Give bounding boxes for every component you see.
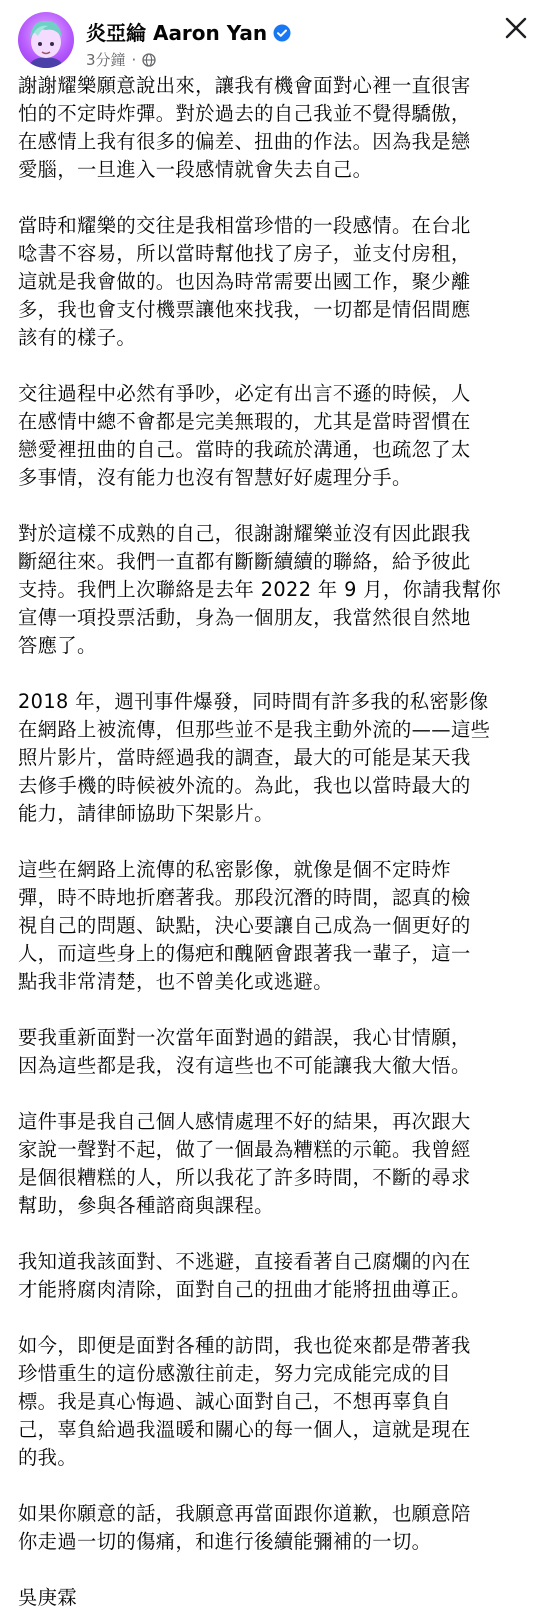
post-paragraph: 對於這樣不成熟的自己，很謝謝耀樂並沒有因此跟我 斷絕往來。我們一直都有斷斷續續的聯絡，給予彼此 支持。我們上次聯絡是去年 2022 年 9 月，你請我幫你 宣傳一項投票活動，身為一個朋友，我當然很自然地 答應了。 [18,522,502,657]
post-paragraph: 謝謝耀樂願意說出來，讓我有機會面對心裡一直很害 怕的不定時炸彈。對於過去的自己我並不覺得驕傲， 在感情上我有很多的偏差、扭曲的作法。因為我是戀 愛腦，一旦進入一段感情就會失去自己。 [18,74,471,181]
meta-separator: · [131,50,137,69]
post-paragraph: 當時和耀樂的交往是我相當珍惜的一段感情。在台北 唸書不容易，所以當時幫他找了房子，並支付房租， 這就是我會做的。也因為時常需要出國工作，聚少離 多，我也會支付機票讓他來找我，一切都是情侶間應 該有的樣子。 [18,214,471,349]
post-paragraph: 如果你願意的話，我願意再當面跟你道歉，也願意陪 你走過一切的傷痛，和進行後續能彌補的一切。 [18,1502,471,1553]
post-paragraph: 要我重新面對一次當年面對過的錯誤，我心甘情願， 因為這些都是我，沒有這些也不可能讓我大徹大悟。 [18,1026,471,1077]
author-name[interactable]: 炎亞綸 Aaron Yan [86,21,268,45]
post-paragraph: 我知道我該面對、不逃避，直接看著自己腐爛的內在 才能將腐肉清除，面對自己的扭曲才能將扭曲導正。 [18,1250,471,1301]
globe-icon[interactable] [142,53,156,67]
profile-avatar[interactable] [18,12,74,68]
post-header [0,0,548,70]
post-paragraph: 交往過程中必然有爭吵，必定有出言不遜的時候，人 在感情中總不會都是完美無瑕的，尤其是當時習慣在 戀愛裡扭曲的自己。當時的我疏於溝通，也疏忽了太 多事情，沒有能力也沒有智慧好好處理分手。 [18,382,471,489]
post-timestamp[interactable]: 3分鐘 [86,51,126,69]
verified-badge-icon [273,23,291,41]
post-paragraph: 這些在網路上流傳的私密影像，就像是個不定時炸 彈，時不時地折磨著我。那段沉潛的時間，認真的檢 視自己的問題、缺點，決心要讓自己成為一個更好的 人，而這些身上的傷疤和醜陋會跟著我一輩子，這一 點我非常清楚，也不曾美化或逃避。 [18,858,471,993]
post-paragraph: 這件事是我自己個人感情處理不好的結果，再次跟大 家說一聲對不起，做了一個最為糟糕的示範。我曾經 是個很糟糕的人，所以我花了許多時間，不斷的尋求 幫助，參與各種諮商與課程。 [18,1110,471,1217]
post-paragraph: 如今，即便是面對各種的訪問，我也從來都是帶著我 珍惜重生的這份感激往前走，努力完成能完成的目 標。我是真心悔過、誠心面對自己，不想再辜負自 己，辜負給過我溫暖和關心的每一個人，這就是現在 的我。 [18,1334,471,1469]
close-icon[interactable] [502,14,530,42]
post-meta [86,49,156,70]
post-signature: 吳庚霖 [18,1586,78,1609]
author-line [86,17,291,46]
post-paragraph: 2018 年，週刊事件爆發，同時間有許多我的私密影像 在網路上被流傳，但那些並不是我主動外流的——這些 照片影片，當時經過我的調查，最大的可能是某天我 去修手機的時候被外流的。為此，我也以當時最大的 能力，請律師協助下架影片。 [18,690,491,825]
post-body [18,72,530,1612]
